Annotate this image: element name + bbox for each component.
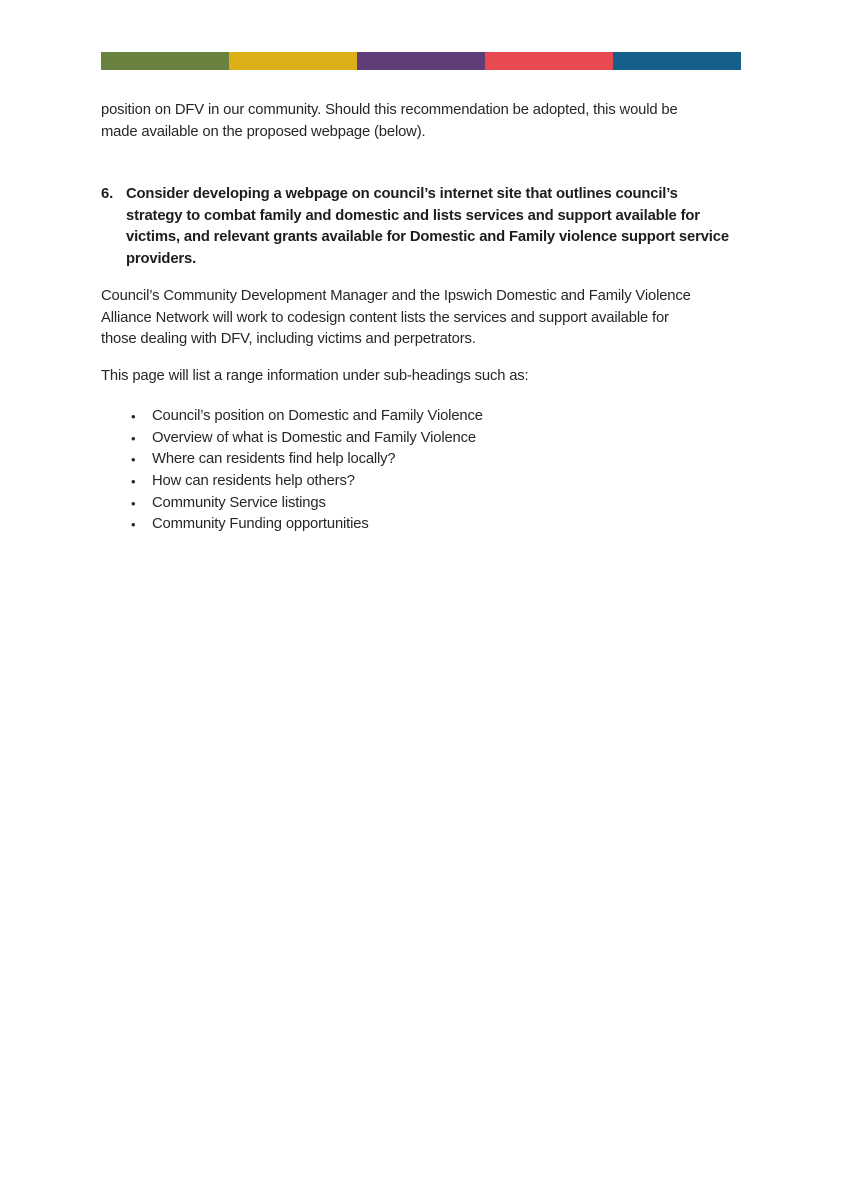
list-item [101, 449, 749, 471]
bullet-text: Community Funding opportunities [152, 516, 369, 533]
subheadings-bullet-list [101, 406, 749, 536]
brand-bar-segment-red [485, 52, 613, 70]
list-item [101, 493, 749, 515]
text-line: Alliance Network will work to codesign content lists the services and support available for [101, 309, 669, 326]
bullet-icon: • [131, 430, 136, 446]
list-item [101, 514, 749, 536]
bullet-text: Community Service listings [152, 494, 326, 511]
text-line: those dealing with DFV, including victims and perpetrators. [101, 331, 476, 348]
list-item [101, 471, 749, 493]
recommendation-6-text [126, 184, 749, 271]
brand-bar-segment-green [101, 52, 229, 70]
brand-bar-segment-purple [357, 52, 485, 70]
text-line: made available on the proposed webpage (below). [101, 123, 426, 140]
bullet-text: How can residents help others? [152, 473, 355, 490]
text-line: providers. [126, 251, 197, 268]
list-number: 6. [101, 186, 114, 202]
paragraph-intro [101, 100, 749, 143]
list-item [101, 406, 749, 428]
paragraph-subheadings-intro [101, 366, 749, 388]
brand-color-bar [101, 52, 741, 70]
bullet-icon: • [131, 474, 136, 490]
brand-bar-segment-teal [613, 52, 741, 70]
brand-bar-segment-gold [229, 52, 357, 70]
bullet-text: Council’s position on Domestic and Family Violence [152, 408, 483, 424]
bullet-icon: • [131, 409, 136, 424]
bullet-text: Overview of what is Domestic and Family Violence [152, 429, 476, 446]
bullet-icon: • [131, 495, 136, 511]
text-line: This page will list a range information under sub-headings such as: [101, 368, 529, 384]
text-line: position on DFV in our community. Should this recommendation be adopted, this would be [101, 102, 678, 118]
bullet-icon: • [131, 452, 136, 468]
text-line: victims, and relevant grants available for Domestic and Family violence support service [126, 229, 729, 246]
list-item [101, 428, 749, 450]
bullet-text: Where can residents find help locally? [152, 451, 396, 468]
bullet-icon: • [131, 517, 136, 533]
text-line: Consider developing a webpage on council’s internet site that outlines council’s [126, 186, 678, 202]
text-line: Council’s Community Development Manager and the Ipswich Domestic and Family Violence [101, 288, 691, 304]
paragraph-alliance [101, 286, 749, 351]
recommendation-6-heading [101, 184, 749, 271]
text-line: strategy to combat family and domestic and lists services and support available for [126, 207, 700, 224]
